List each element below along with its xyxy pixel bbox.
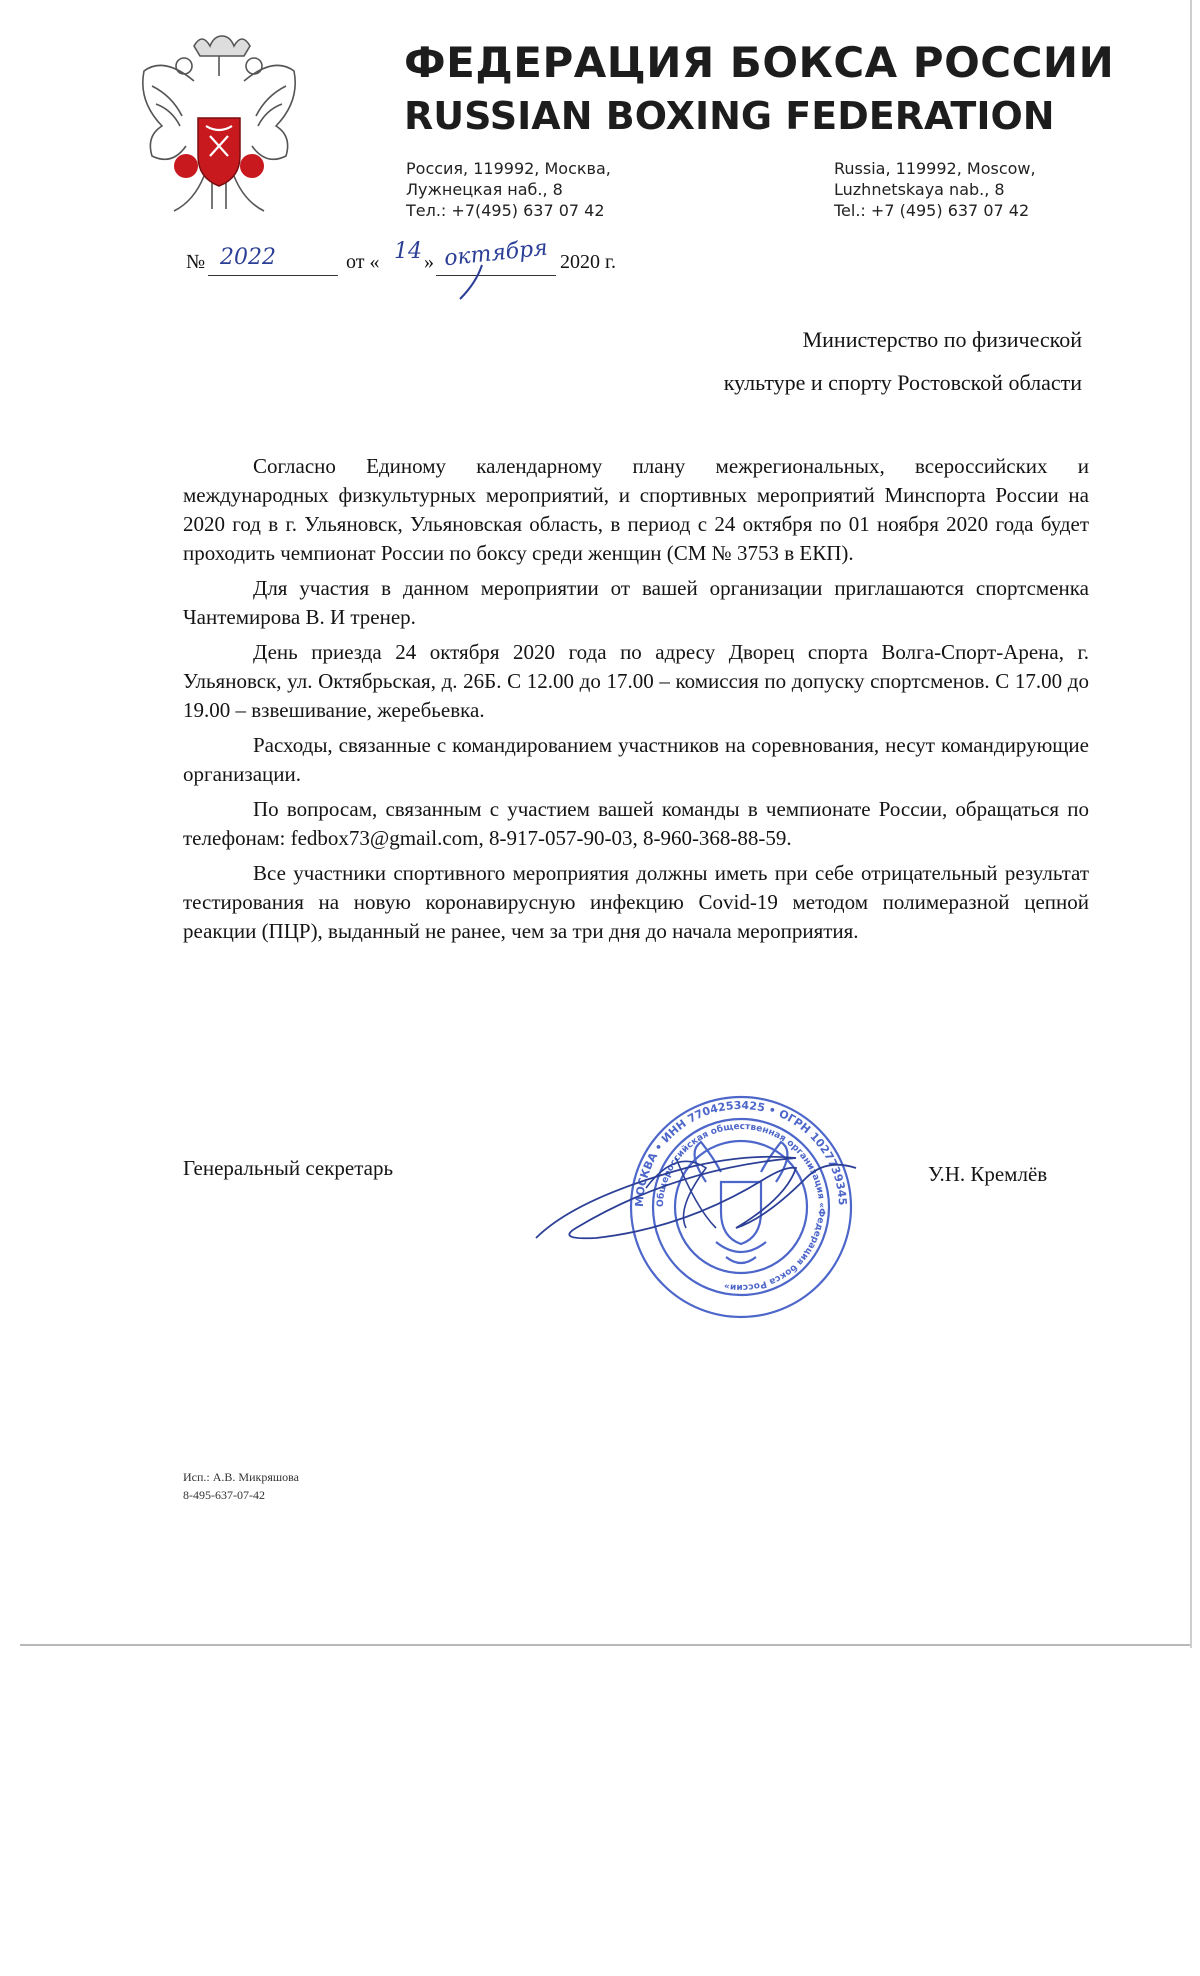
handwritten-month: октября xyxy=(442,235,549,272)
body-paragraph: По вопросам, связанным с участием вашей команды в чемпионате России, обращаться по телефонам: fedbox73@gmail.com, 8-917-057-90-03, 8-960-368-88-59. xyxy=(183,797,1089,850)
handwritten-number: 2022 xyxy=(220,245,276,270)
number-underline xyxy=(208,275,338,276)
body-paragraph: Расходы, связанные с командированием участников на соревнования, несут командирующие организации. xyxy=(183,733,1089,786)
number-label: № xyxy=(186,251,206,273)
reference-line xyxy=(186,235,646,285)
address-en-line: Luzhnetskaya nab., 8 xyxy=(834,180,1005,199)
address-en-line: Tel.: +7 (495) 637 07 42 xyxy=(834,201,1030,220)
body-paragraph: Для участия в данном мероприятии от вашей организации приглашаются спортсменка Чантемирова В. И тренер. xyxy=(183,576,1089,629)
executor-name: Исп.: А.В. Микряшова xyxy=(183,1470,299,1484)
body-paragraph: День приезда 24 октября 2020 года по адресу Дворец спорта Волга-Спорт-Арена, г. Ульяновск, ул. Октябрьская, д. 26Б. С 12.00 до 17.00 – комиссия по допуску спортсменов. С 17.00 до 19.00 – взвешивание, жеребьевка. xyxy=(183,640,1089,722)
address-ru-line: Тел.: +7(495) 637 07 42 xyxy=(406,201,605,220)
addressee-line: Министерство по физической xyxy=(802,327,1082,352)
stamp-outer-text: МОСКВА • ИНН 7704253425 • ОГРН 1027739345 xyxy=(632,1098,850,1208)
body-paragraph: Согласно Единому календарному плану межрегиональных, всероссийских и международных физкультурных мероприятий, и спортивных мероприятий Минспорта России на 2020 год в г. Ульяновск, Ульяновская область, в период с 24 октября по 01 ноября 2020 года будет проходить чемпионат России по боксу среди женщин (СМ № 3753 в ЕКП). xyxy=(183,454,1089,565)
executor-info xyxy=(183,1468,299,1504)
address-en xyxy=(834,158,1036,221)
page-edge xyxy=(20,1644,1190,1646)
address-en-line: Russia, 119992, Moscow, xyxy=(834,159,1036,178)
address-ru-line: Россия, 119992, Москва, xyxy=(406,159,611,178)
date-prefix: от « xyxy=(346,251,380,273)
signatory-name: У.Н. Кремлёв xyxy=(928,1162,1048,1186)
org-name-en: RUSSIAN BOXING FEDERATION xyxy=(404,94,1055,138)
double-headed-eagle-emblem-icon xyxy=(134,26,304,226)
handwriting-flourish-icon xyxy=(452,263,512,303)
stamp-inner-text: Общероссийская общественная организация «Федерация бокса России» xyxy=(655,1121,827,1293)
handwritten-day: 14 xyxy=(394,239,422,264)
executor-phone: 8-495-637-07-42 xyxy=(183,1488,265,1502)
body-paragraph: Все участники спортивного мероприятия должны иметь при себе отрицательный результат тестирования на новую коронавирусную инфекцию Covid-19 методом полимеразной цепной реакции (ПЦР), выданный не ранее, чем за три дня до начала мероприятия. xyxy=(183,861,1089,943)
date-year: 2020 г. xyxy=(560,251,616,273)
addressee xyxy=(724,318,1082,404)
handwritten-signature-icon xyxy=(526,1118,866,1268)
letter-body xyxy=(183,452,1089,946)
address-ru xyxy=(406,158,611,221)
signatory-title: Генеральный секретарь xyxy=(183,1156,394,1180)
date-close: » xyxy=(424,251,434,273)
addressee-line: культуре и спорту Ростовской области xyxy=(723,370,1082,395)
address-ru-line: Лужнецкая наб., 8 xyxy=(406,180,563,199)
org-name-ru: ФЕДЕРАЦИЯ БОКСА РОССИИ xyxy=(404,38,1115,87)
